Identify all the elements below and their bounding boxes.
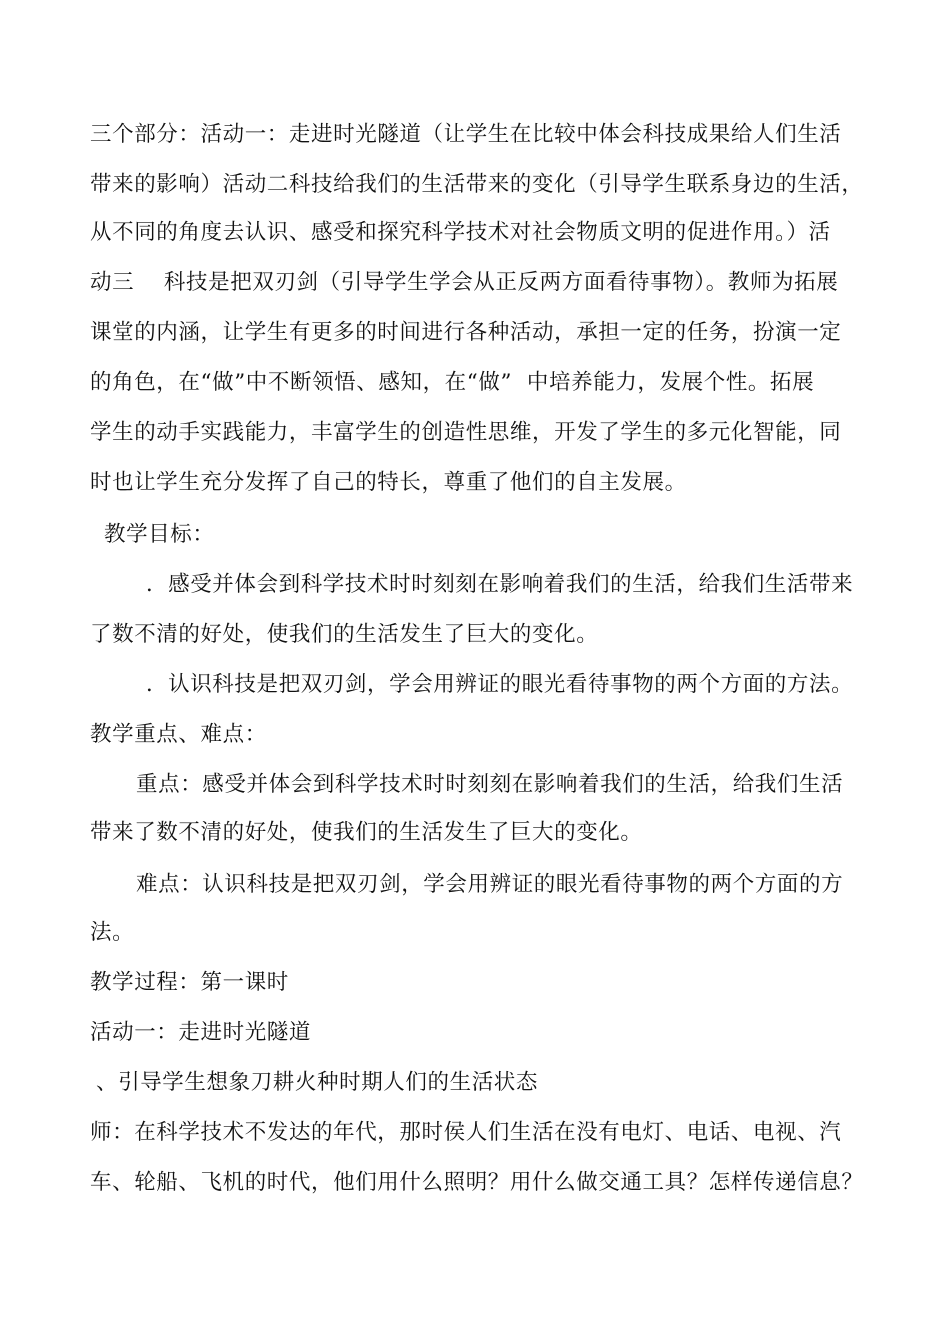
text-line: 学生的动手实践能力，丰富学生的创造性思维，开发了学生的多元化智能，同 xyxy=(90,420,842,445)
key-difficult-heading: 教学重点、难点： xyxy=(90,722,267,747)
text-line: 三个部分：活动一：走进时光隧道（让学生在比较中体会科技成果给人们生活 xyxy=(90,122,842,147)
goals-heading: 教学目标： xyxy=(104,522,215,547)
text-line: 难点：认识科技是把双刃剑，学会用辨证的眼光看待事物的两个方面的方 xyxy=(136,872,844,897)
text-line: ．感受并体会到科学技术时时刻刻在影响着我们的生活，给我们生活带来 xyxy=(146,572,854,597)
text-line: 了数不清的好处，使我们的生活发生了巨大的变化。 xyxy=(90,622,599,647)
text-line: 带来的影响）活动二科技给我们的生活带来的变化（引导学生联系身边的生活， xyxy=(90,172,864,197)
process-heading: 教学过程：第一课时 xyxy=(90,970,289,995)
goal-item-2: ．认识科技是把双刃剑，学会用辨证的眼光看待事物的两个方面的方法。 xyxy=(146,672,854,697)
text-line: 重点：感受并体会到科学技术时时刻刻在影响着我们的生活，给我们生活 xyxy=(136,772,844,797)
activity-heading: 活动一：走进时光隧道 xyxy=(90,1020,312,1045)
text-line: 的角色，在“做”中不断领悟、感知，在“做” 中培养能力，发展个性。拓展 xyxy=(90,370,815,395)
text-line: 车、轮船、飞机的时代，他们用什么照明？用什么做交通工具？怎样传递信息？ xyxy=(90,1170,864,1195)
step-item-1: 、引导学生想象刀耕火种时期人们的生活状态 xyxy=(96,1070,539,1095)
text-line: 师：在科学技术不发达的年代，那时侯人们生活在没有电灯、电话、电视、汽 xyxy=(90,1120,842,1145)
text-line: 带来了数不清的好处，使我们的生活发生了巨大的变化。 xyxy=(90,820,643,845)
text-line: 课堂的内涵，让学生有更多的时间进行各种活动，承担一定的任务，扮演一定 xyxy=(90,320,842,345)
text-line: 法。 xyxy=(90,920,135,945)
text-line: 动三 科技是把双刃剑（引导学生学会从正反两方面看待事物）。教师为拓展 xyxy=(90,270,839,295)
text-line: 从不同的角度去认识、感受和探究科学技术对社会物质文明的促进作用。）活 xyxy=(90,220,831,245)
text-line: 时也让学生充分发挥了自己的特长，尊重了他们的自主发展。 xyxy=(90,470,687,495)
